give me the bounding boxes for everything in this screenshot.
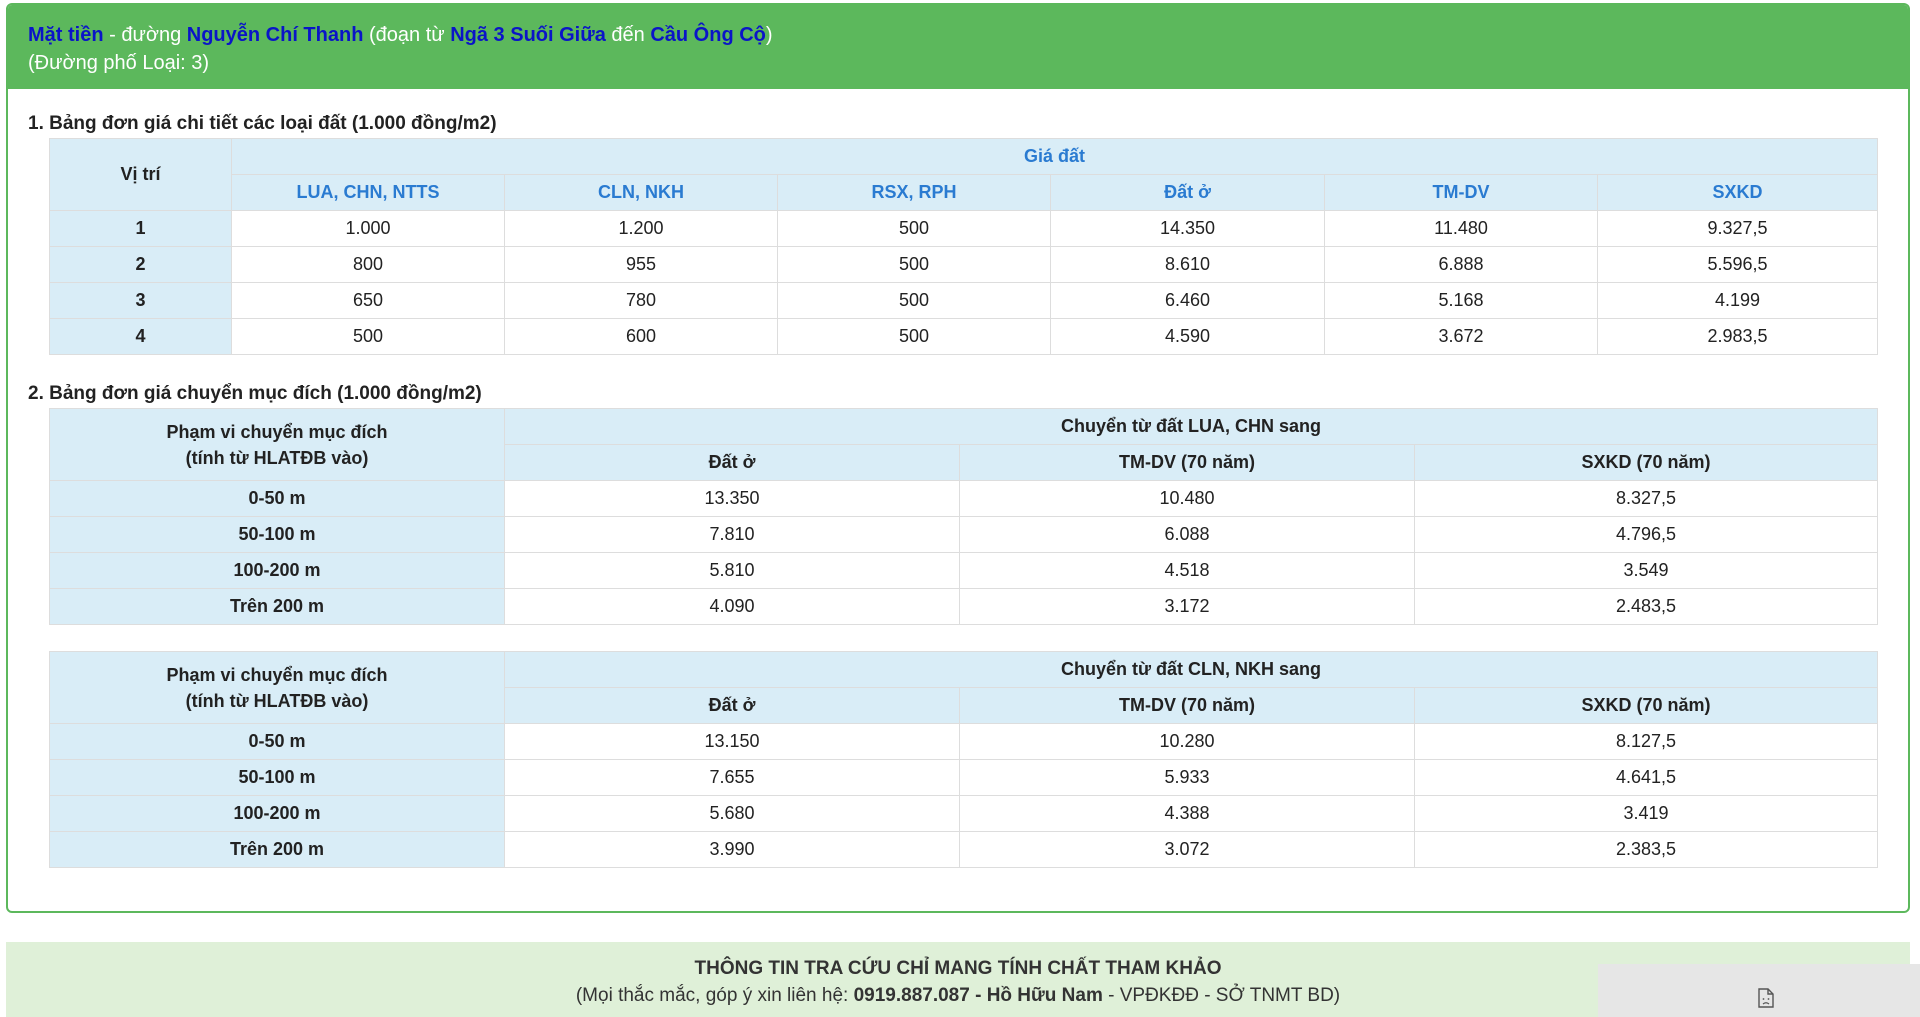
price-cell: 5.933 bbox=[960, 760, 1415, 796]
price-cell: 650 bbox=[232, 283, 505, 319]
street-heading bbox=[28, 21, 1888, 49]
col-position: Vị trí bbox=[50, 139, 232, 211]
price-cell: 13.150 bbox=[505, 724, 960, 760]
street-prefix: - đường bbox=[103, 24, 187, 46]
price-cell: 5.680 bbox=[505, 796, 960, 832]
section2-title: 2. Bảng đơn giá chuyển mục đích (1.000 đồng/m2) bbox=[28, 383, 482, 404]
price-cell: 780 bbox=[505, 283, 778, 319]
price-cell: 4.388 bbox=[960, 796, 1415, 832]
price-cell: 8.127,5 bbox=[1415, 724, 1878, 760]
row-label: 50-100 m bbox=[50, 760, 505, 796]
col-header: CLN, NKH bbox=[505, 175, 778, 211]
frontage-label: Mặt tiền bbox=[28, 24, 104, 46]
col-header: Đất ở bbox=[1051, 175, 1325, 211]
row-label: 0-50 m bbox=[50, 481, 505, 517]
section1-title: 1. Bảng đơn giá chi tiết các loại đất (1.000 đồng/m2) bbox=[28, 113, 497, 134]
col-header: Đất ở bbox=[505, 445, 960, 481]
col-group-price: Giá đất bbox=[232, 139, 1878, 175]
col-group-convert: Chuyển từ đất LUA, CHN sang bbox=[505, 409, 1878, 445]
price-cell: 6.088 bbox=[960, 517, 1415, 553]
col-header: TM-DV bbox=[1325, 175, 1598, 211]
row-label: 100-200 m bbox=[50, 553, 505, 589]
panel-header bbox=[8, 5, 1908, 89]
scope-line2: (tính từ HLATĐB vào) bbox=[185, 447, 369, 468]
price-cell: 11.480 bbox=[1325, 211, 1598, 247]
street-name: Nguyễn Chí Thanh bbox=[186, 24, 364, 46]
price-cell: 10.480 bbox=[960, 481, 1415, 517]
price-cell: 3.672 bbox=[1325, 319, 1598, 355]
segment-from: Ngã 3 Suối Giữa bbox=[450, 24, 606, 46]
table-row bbox=[50, 319, 1878, 355]
price-cell: 2.983,5 bbox=[1598, 319, 1878, 355]
col-header: SXKD (70 năm) bbox=[1415, 445, 1878, 481]
row-label: 100-200 m bbox=[50, 796, 505, 832]
col-header: TM-DV (70 năm) bbox=[960, 445, 1415, 481]
price-cell: 10.280 bbox=[960, 724, 1415, 760]
land-price-panel bbox=[6, 3, 1910, 913]
row-label: 2 bbox=[50, 247, 232, 283]
price-cell: 3.990 bbox=[505, 832, 960, 868]
price-cell: 14.350 bbox=[1051, 211, 1325, 247]
price-cell: 9.327,5 bbox=[1598, 211, 1878, 247]
price-cell: 5.810 bbox=[505, 553, 960, 589]
scope-line2: (tính từ HLATĐB vào) bbox=[185, 690, 369, 711]
row-label: Trên 200 m bbox=[50, 589, 505, 625]
price-cell: 1.200 bbox=[505, 211, 778, 247]
contact-suffix: - VPĐKĐĐ - SỞ TNMT BD) bbox=[1102, 985, 1341, 1006]
col-scope bbox=[50, 652, 505, 724]
contact-prefix: (Mọi thắc mắc, góp ý xin liên hệ: bbox=[575, 985, 854, 1006]
image-placeholder bbox=[1598, 964, 1920, 1017]
table-row bbox=[50, 796, 1878, 832]
row-label: 0-50 m bbox=[50, 724, 505, 760]
table-row bbox=[50, 211, 1878, 247]
row-label: Trên 200 m bbox=[50, 832, 505, 868]
scope-line1: Phạm vi chuyển mục đích bbox=[166, 421, 388, 442]
col-scope bbox=[50, 409, 505, 481]
price-cell: 3.549 bbox=[1415, 553, 1878, 589]
price-cell: 4.641,5 bbox=[1415, 760, 1878, 796]
price-cell: 4.090 bbox=[505, 589, 960, 625]
price-cell: 3.072 bbox=[960, 832, 1415, 868]
price-cell: 4.518 bbox=[960, 553, 1415, 589]
col-group-convert: Chuyển từ đất CLN, NKH sang bbox=[505, 652, 1878, 688]
price-cell: 8.610 bbox=[1051, 247, 1325, 283]
price-cell: 800 bbox=[232, 247, 505, 283]
price-cell: 600 bbox=[505, 319, 778, 355]
segment-to-prefix: đến bbox=[605, 24, 651, 46]
contact-phone-name: 0919.887.087 - Hồ Hữu Nam bbox=[853, 985, 1103, 1006]
scope-line1: Phạm vi chuyển mục đích bbox=[166, 664, 388, 685]
price-cell: 4.199 bbox=[1598, 283, 1878, 319]
col-header: LUA, CHN, NTTS bbox=[232, 175, 505, 211]
disclaimer-notice: THÔNG TIN TRA CỨU CHỈ MANG TÍNH CHẤT THAM KHẢO bbox=[694, 958, 1222, 979]
price-cell: 500 bbox=[232, 319, 505, 355]
table-row bbox=[50, 553, 1878, 589]
price-cell: 6.460 bbox=[1051, 283, 1325, 319]
segment-suffix: ) bbox=[765, 24, 773, 46]
price-cell: 2.483,5 bbox=[1415, 589, 1878, 625]
price-cell: 13.350 bbox=[505, 481, 960, 517]
broken-file-icon bbox=[1758, 988, 1774, 1013]
price-cell: 7.655 bbox=[505, 760, 960, 796]
price-cell: 500 bbox=[778, 283, 1051, 319]
land-price-table bbox=[49, 138, 1878, 355]
col-header: SXKD (70 năm) bbox=[1415, 688, 1878, 724]
segment-to: Cầu Ông Cộ bbox=[650, 24, 766, 46]
price-cell: 500 bbox=[778, 319, 1051, 355]
segment-prefix: (đoạn từ bbox=[363, 24, 451, 46]
table-row bbox=[50, 481, 1878, 517]
table-row bbox=[50, 832, 1878, 868]
col-header: SXKD bbox=[1598, 175, 1878, 211]
row-label: 1 bbox=[50, 211, 232, 247]
col-header: RSX, RPH bbox=[778, 175, 1051, 211]
price-cell: 5.596,5 bbox=[1598, 247, 1878, 283]
price-cell: 6.888 bbox=[1325, 247, 1598, 283]
conversion-table-lua bbox=[49, 408, 1878, 625]
row-label: 3 bbox=[50, 283, 232, 319]
price-cell: 500 bbox=[778, 211, 1051, 247]
price-cell: 4.796,5 bbox=[1415, 517, 1878, 553]
price-cell: 3.172 bbox=[960, 589, 1415, 625]
price-cell: 8.327,5 bbox=[1415, 481, 1878, 517]
price-cell: 5.168 bbox=[1325, 283, 1598, 319]
row-label: 4 bbox=[50, 319, 232, 355]
col-header: Đất ở bbox=[505, 688, 960, 724]
price-cell: 1.000 bbox=[232, 211, 505, 247]
table-row bbox=[50, 589, 1878, 625]
conversion-table-cln bbox=[49, 651, 1878, 868]
price-cell: 7.810 bbox=[505, 517, 960, 553]
price-cell: 3.419 bbox=[1415, 796, 1878, 832]
price-cell: 2.383,5 bbox=[1415, 832, 1878, 868]
table-row bbox=[50, 760, 1878, 796]
price-cell: 500 bbox=[778, 247, 1051, 283]
price-cell: 4.590 bbox=[1051, 319, 1325, 355]
price-cell: 955 bbox=[505, 247, 778, 283]
col-header: TM-DV (70 năm) bbox=[960, 688, 1415, 724]
street-type: (Đường phố Loại: 3) bbox=[28, 52, 210, 74]
table-row bbox=[50, 724, 1878, 760]
table-row bbox=[50, 283, 1878, 319]
table-row bbox=[50, 517, 1878, 553]
table-row bbox=[50, 247, 1878, 283]
row-label: 50-100 m bbox=[50, 517, 505, 553]
